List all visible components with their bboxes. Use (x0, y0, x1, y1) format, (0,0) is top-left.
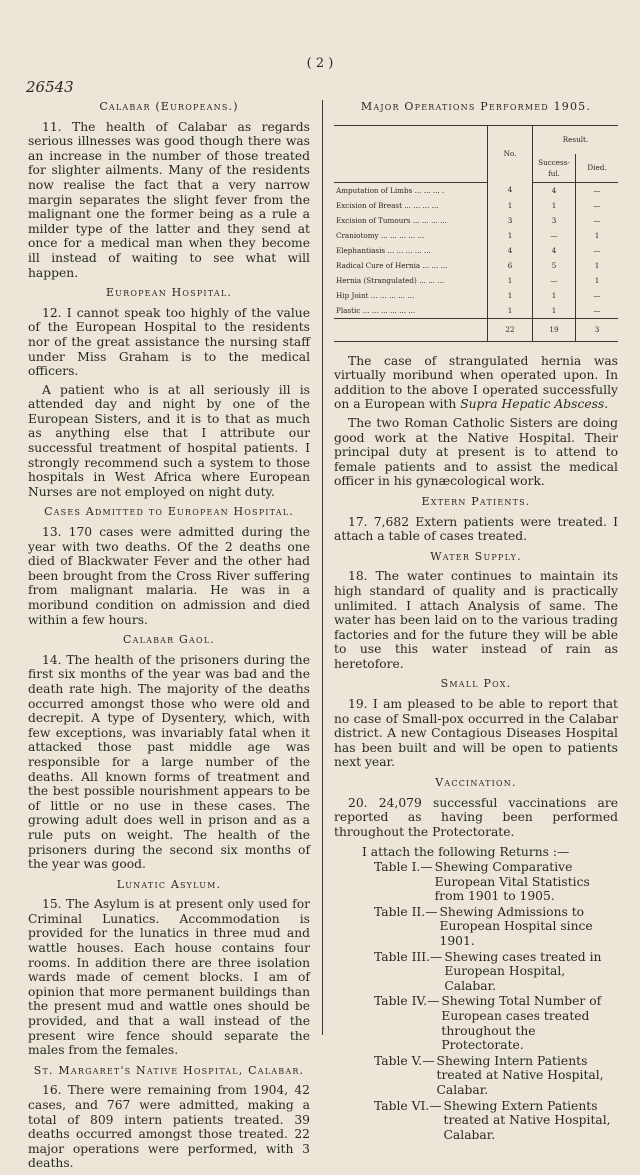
cell-no: 1 (488, 228, 533, 243)
cell-died: 1 (576, 273, 619, 288)
cell-no: 1 (488, 273, 533, 288)
handwritten-reference-number: 26543 (26, 78, 74, 96)
cell-no: 1 (488, 198, 533, 213)
cell-no: 6 (488, 258, 533, 273)
section-heading: European Hospital. (105, 286, 233, 300)
section-heading: Extern Patients. (421, 494, 531, 508)
cell-name: Excision of Tumours ... ... ... ... (336, 215, 447, 225)
cell-success: 1 (533, 303, 576, 319)
table-row (334, 273, 618, 288)
col-header-died: Died. (576, 154, 619, 183)
cell-success: 1 (533, 288, 576, 303)
cell-success: — (533, 273, 576, 288)
cell-name: Hernia (Strangulated) ... ... ... (336, 275, 445, 285)
paragraph: 13. 170 cases were admitted during the year with two deaths. Of the 2 deaths one died of Blackwater Fever and the other had been brought from the Cross River suffering from malignant malaria. He was in a moribund condition on admission and died within a few hours. (28, 525, 310, 627)
return-label: Table VI.— (374, 1098, 442, 1113)
column-divider (322, 100, 323, 1035)
table-row (334, 288, 618, 303)
return-item (362, 994, 618, 1052)
cell-no: 1 (488, 303, 533, 319)
return-item (362, 860, 618, 904)
paragraph: 17. 7,682 Extern patients were treated. I attach a table of cases treated. (334, 514, 618, 544)
total-died: 3 (576, 318, 619, 341)
table-row (334, 228, 618, 243)
cell-no: 4 (488, 243, 533, 258)
cell-died: — (576, 213, 619, 228)
cell-died: 1 (576, 258, 619, 273)
left-column (28, 100, 310, 1175)
cell-died: — (576, 303, 619, 319)
table-row (334, 182, 618, 198)
cell-success: 4 (533, 182, 576, 198)
paragraph: The case of strangulated hernia was virtually moribund when operated upon. In addition to the above I operated successfully on a European with Supra Hepatic Abscess. (334, 353, 618, 412)
section-heading: Cases Admitted to European Hospital. (44, 505, 294, 519)
return-item (362, 950, 618, 994)
return-label: Table II.— (374, 904, 438, 919)
total-success: 19 (533, 318, 576, 341)
cell-no: 3 (488, 213, 533, 228)
page-number: ( 2 ) (306, 56, 334, 71)
operations-table-title: Major Operations Performed 1905. (360, 100, 592, 113)
return-item (362, 1099, 618, 1143)
section-heading: Water Supply. (430, 549, 522, 563)
cell-name: Radical Cure of Hernia ... ... ... (336, 260, 448, 270)
cell-no: 1 (488, 288, 533, 303)
return-item (362, 1054, 618, 1098)
cell-success: 5 (533, 258, 576, 273)
cell-died: — (576, 243, 619, 258)
section-heading: St. Margaret's Native Hospital, Calabar. (33, 1063, 305, 1077)
cell-died: — (576, 288, 619, 303)
cell-name: Amputation of Limbs ... ... ... . (336, 185, 445, 195)
cell-name: Hip Joint ... ... ... ... ... (336, 290, 415, 300)
operations-table (334, 125, 618, 342)
section-heading: Calabar (Europeans.) (99, 100, 239, 113)
return-text: Shewing Extern Patients treated at Native Hospital, Calabar. (443, 1098, 611, 1142)
paragraph: 12. I cannot speak too highly of the value of the European Hospital to the residents nor of the great assistance the nursing staff under Miss Graham is to the medical officers. (28, 305, 310, 379)
paragraph: 15. The Asylum is at present only used for Criminal Lunatics. Accommodation is provided for the lunatics in three mud and wattle houses. Each house contains four rooms. In addition there are three isolation wards made of cement blocks. I am of opinion that more permanent buildings than the present mud and wattle ones should be provided, and that a wall instead of the present wire fence should separate the males from the females. (28, 897, 310, 1058)
return-item (362, 905, 618, 949)
return-text: Shewing Admissions to European Hospital since 1901. (439, 904, 593, 948)
return-label: Table III.— (374, 949, 443, 964)
return-text: Shewing cases treated in European Hospital, Calabar. (444, 949, 602, 993)
return-text: Shewing Comparative European Vital Statistics from 1901 to 1905. (434, 860, 590, 904)
section-heading: Small Pox. (440, 677, 512, 691)
right-column (334, 100, 618, 1143)
return-text: Shewing Intern Patients treated at Native Hospital, Calabar. (436, 1053, 604, 1097)
table-row (334, 213, 618, 228)
paragraph: 18. The water continues to maintain its high standard of quality and is practically unlimited. I attach Analysis of same. The water has been laid on to the various trading factories and for the future they will be able to use this water instead of rain as heretofore. (334, 569, 618, 671)
cell-success: 1 (533, 198, 576, 213)
table-row (334, 258, 618, 273)
paragraph: 14. The health of the prisoners during the first six months of the year was bad and the death rate high. The majority of the deaths occurred amongst those who were old and decrepit. A type of Dysentery, which, with few exceptions, was invariably fatal when it attacked those past middle age was responsible for a large number of the deaths. All known forms of treatment and the best possible nourishment appears to be of little or no use in these cases. The growing adult does well in prison and as a rule puts on weight. The health of the prisoners during the second six months of the year was good. (28, 652, 310, 872)
paragraph: The two Roman Catholic Sisters are doing good work at the Native Hospital. Their principal duty at present is to attend to female patients and to assist the medical officer in his gynæcological work. (334, 415, 618, 489)
cell-died: 1 (576, 228, 619, 243)
paragraph: 11. The health of Calabar as regards serious illnesses was good though there was an increase in the number of those treated for slighter ailments. Many of the residents now realise the fact that a very narrow margin separates the slight fever from the malignant one the former being as a rule a milder type of the latter and they send at once for a medical man when they become ill instead of waiting to see what will happen. (28, 119, 310, 280)
total-no: 22 (488, 318, 533, 341)
return-label: Table IV.— (374, 994, 440, 1009)
cell-name: Plastic ... ... ... ... ... ... (336, 305, 416, 315)
cell-no: 4 (488, 182, 533, 198)
section-heading: Calabar Gaol. (123, 633, 215, 647)
paragraph: 20. 24,079 successful vaccinations are reported as having been performed throughout the Protectorate. (334, 795, 618, 839)
cell-died: — (576, 182, 619, 198)
cell-name: Excision of Breast ... ... ... ... (336, 200, 439, 210)
col-header-result: Result. (533, 125, 619, 154)
returns-intro: I attach the following Returns :— (362, 845, 570, 860)
cell-success: 4 (533, 243, 576, 258)
col-header-successful: Success-ful. (533, 154, 576, 183)
cell-name: Craniotomy ... ... ... ... ... (336, 230, 425, 240)
paragraph: 16. There were remaining from 1904, 42 cases, and 767 were admitted, making a total of 809 intern patients treated. 39 deaths occurred amongst those treated. 22 major operations were performed, with 3 deaths. (28, 1083, 310, 1171)
cell-success: — (533, 228, 576, 243)
return-label: Table V.— (374, 1053, 435, 1068)
returns-list (362, 845, 618, 1142)
paragraph: 19. I am pleased to be able to report that no case of Small-pox occurred in the Calabar district. A new Contagious Diseases Hospital has been built and will be open to patients next year. (334, 697, 618, 770)
paragraph: A patient who is at all seriously ill is attended day and night by one of the European Sisters, and it is to that as much as anything else that I attribute our successful treatment of hospital patients. I strongly recommend such a system to those hospitals in West Africa where European Nurses are not employed on night duty. (28, 382, 310, 499)
italic-term: Supra Hepatic Abscess. (460, 397, 609, 412)
section-heading: Vaccination. (435, 776, 517, 790)
table-row (334, 243, 618, 258)
cell-died: — (576, 198, 619, 213)
section-heading: Lunatic Asylum. (116, 877, 222, 891)
return-text: Shewing Total Number of European cases treated throughout the Protectorate. (441, 994, 602, 1053)
col-header-no: No. (488, 125, 533, 182)
return-label: Table I.— (374, 860, 433, 874)
table-row (334, 198, 618, 213)
table-row (334, 303, 618, 319)
cell-name: Elephantiasis ... ... ... ... ... (336, 245, 431, 255)
cell-success: 3 (533, 213, 576, 228)
totals-row (334, 318, 618, 341)
